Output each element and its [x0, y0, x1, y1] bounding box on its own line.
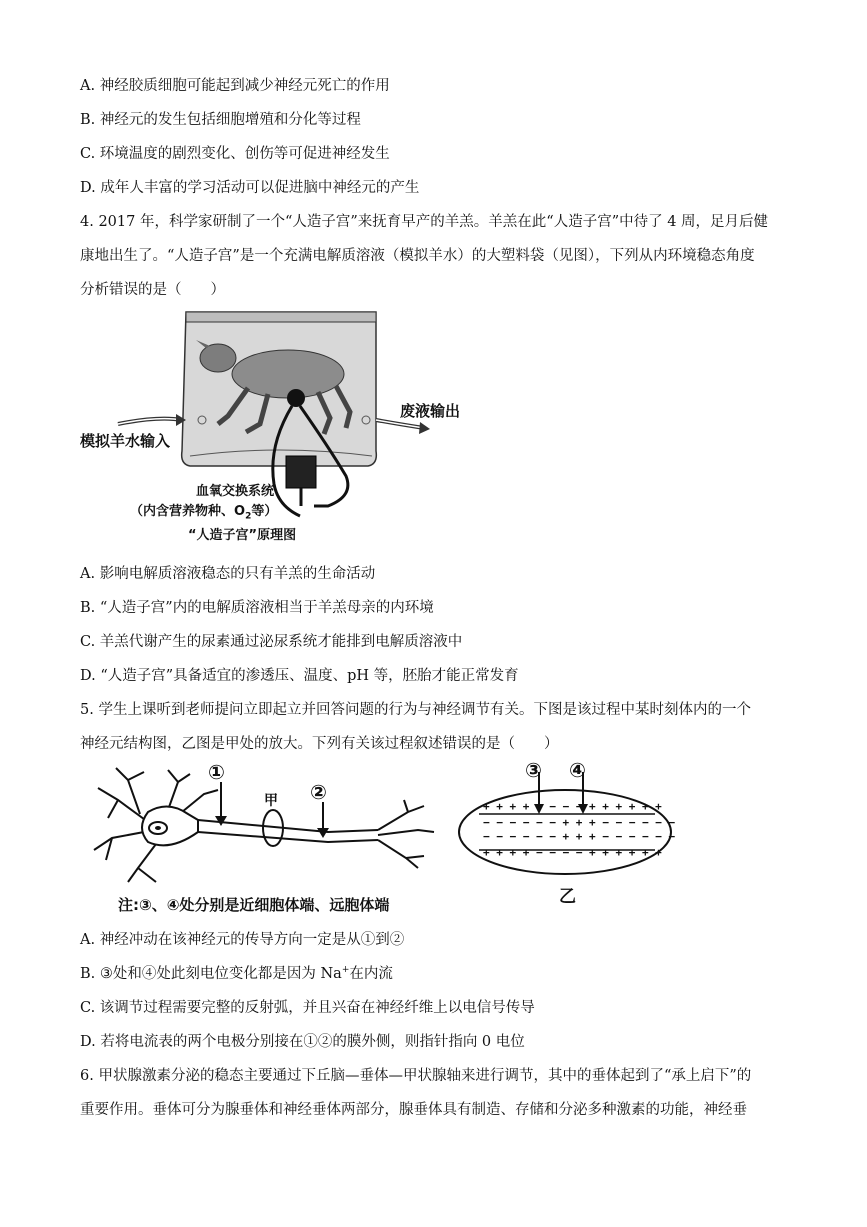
figure-caption: “人造子宫”原理图	[188, 528, 297, 543]
q3-option-d: D. 成年人丰富的学习活动可以促进脑中神经元的产生	[80, 180, 420, 196]
waste-output-label: 废液输出	[400, 402, 461, 420]
artificial-womb-figure	[78, 306, 461, 551]
q5-option-c: C. 该调节过程需要完整的反射弧，并且兴奋在神经纤维上以电信号传导	[80, 1000, 535, 1016]
q3-option-b: B. 神经元的发生包括细胞增殖和分化等过程	[80, 112, 361, 128]
amniotic-input-label: 模拟羊水输入	[80, 432, 171, 450]
q6-stem-line-2: 重要作用。垂体可分为腺垂体和神经垂体两部分，腺垂体具有制造、存储和分泌多种激素的功能，神经垂	[80, 1102, 747, 1118]
membrane-row-2: − − − − − − + + + − − − − − −	[483, 816, 676, 829]
neuron-figure	[78, 760, 438, 920]
q4-stem-line-1: 4. 2017 年，科学家研制了一个“人造子宫”来抚育早产的羊羔。羊羔在此“人造子宫”中待了 4 周，足月后健	[80, 214, 769, 230]
q4-option-b: B. “人造子宫”内的电解质溶液相当于羊羔母亲的内环境	[80, 600, 434, 616]
q5-option-a: A. 神经冲动在该神经元的传导方向一定是从①到②	[80, 932, 405, 948]
marker-1: ①	[208, 760, 225, 784]
membrane-figure	[455, 758, 675, 908]
q5-option-b: B. ③处和④处此刻电位变化都是因为 Na+在内流	[80, 965, 393, 982]
q4-stem-line-2: 康地出生了。“人造子宫”是一个充满电解质溶液（模拟羊水）的大塑料袋（见图），下列从内环境稳态角度	[80, 248, 755, 264]
membrane-row-3: − − − − − − + + + − − − − − −	[483, 830, 676, 843]
marker-3: ③	[525, 758, 542, 782]
marker-2: ②	[310, 780, 327, 804]
q3-option-c: C. 环境温度的剧烈变化、创伤等可促进神经发生	[80, 146, 390, 162]
q5-option-d: D. 若将电流表的两个电极分别接在①②的膜外侧，则指针指向 0 电位	[80, 1034, 525, 1050]
q6-stem-line-1: 6. 甲状腺激素分泌的稳态主要通过下丘脑—垂体—甲状腺轴来进行调节，其中的垂体起到了“承上启下”的	[80, 1068, 752, 1084]
system-contents-label: （内含营养物种、$O_2$等）	[130, 504, 278, 522]
q4-option-d: D. “人造子宫”具备适宜的渗透压、温度、pH 等，胚胎才能正常发育	[80, 668, 519, 684]
oxygen-system-label: 血氧交换系统	[196, 484, 275, 499]
label-jia: 甲	[264, 793, 278, 809]
q5-stem-line-1: 5. 学生上课听到老师提问立即起立并回答问题的行为与神经调节有关。下图是该过程中某时刻体内的一个	[80, 702, 751, 718]
marker-4: ④	[569, 758, 586, 782]
neuron-note: 注:③、④处分别是近细胞体端、远胞体端	[118, 896, 390, 914]
q4-option-a: A. 影响电解质溶液稳态的只有羊羔的生命活动	[80, 566, 376, 582]
neuron-drawing	[78, 760, 438, 890]
q3-option-a: A. 神经胶质细胞可能起到减少神经元死亡的作用	[80, 78, 390, 94]
q4-stem-line-3: 分析错误的是（ ）	[80, 282, 225, 298]
oxygen-exchange-box-icon	[286, 456, 316, 506]
membrane-row-1: + + + + − − − − + + + + + +	[483, 800, 662, 813]
label-yi: 乙	[559, 887, 576, 907]
q5-stem-line-2: 神经元结构图，乙图是甲处的放大。下列有关该过程叙述错误的是（ ）	[80, 736, 559, 752]
membrane-row-4: + + + + − − − − + + + + + +	[483, 846, 662, 859]
q4-option-c: C. 羊羔代谢产生的尿素通过泌尿系统才能排到电解质溶液中	[80, 634, 463, 650]
